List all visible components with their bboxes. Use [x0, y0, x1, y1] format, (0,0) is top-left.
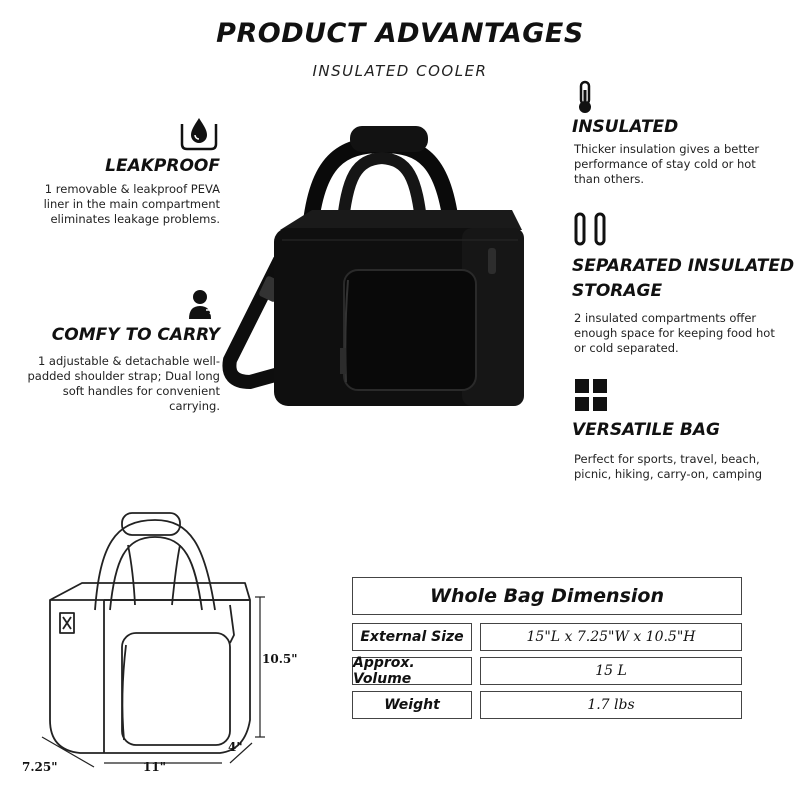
separated-text: 2 insulated compartments offer enough space for keeping food hot or cold separated. [574, 311, 775, 355]
row-value-volume: 15 L [480, 657, 742, 685]
row-label-volume: Approx. Volume [352, 657, 472, 685]
versatile-title: VERSATILE BAG [572, 420, 720, 440]
comfy-title: COMFY TO CARRY [51, 325, 220, 345]
length-label: 11" [143, 760, 166, 774]
separated-title: SEPARATED INSULATED STORAGE [572, 256, 795, 301]
water-drop-icon [178, 112, 220, 152]
row-label-external-size: External Size [352, 623, 472, 651]
width-label: 7.25" [22, 760, 58, 774]
grid-icon [574, 378, 608, 412]
versatile-text: Perfect for sports, travel, beach, picnic, hiking, carry-on, camping [574, 452, 763, 481]
leakproof-title: LEAKPROOF [105, 156, 220, 176]
depth-label: 4" [228, 740, 243, 754]
row-value-weight: 1.7 lbs [480, 691, 742, 719]
compartments-icon [574, 212, 608, 246]
insulated-text: Thicker insulation gives a better performance of stay cold or hot than others. [574, 142, 760, 186]
page-subtitle: INSULATED COOLER [312, 62, 488, 80]
height-label: 10.5" [262, 652, 298, 666]
row-label-weight: Weight [352, 691, 472, 719]
person-icon [188, 288, 216, 320]
dimension-header: Whole Bag Dimension [352, 577, 742, 615]
comfy-text: 1 adjustable & detachable well-padded shoulder strap; Dual long soft handles for convenient carrying. [27, 354, 220, 413]
thermometer-icon [574, 80, 596, 114]
leakproof-text: 1 removable & leakproof PEVA liner in the main compartment eliminates leakage problems. [43, 182, 220, 226]
cooler-bag-photo [222, 120, 532, 419]
row-value-external-size: 15"L x 7.25"W x 10.5"H [480, 623, 742, 651]
insulated-title: INSULATED [572, 117, 679, 137]
page-title: PRODUCT ADVANTAGES [216, 18, 584, 49]
